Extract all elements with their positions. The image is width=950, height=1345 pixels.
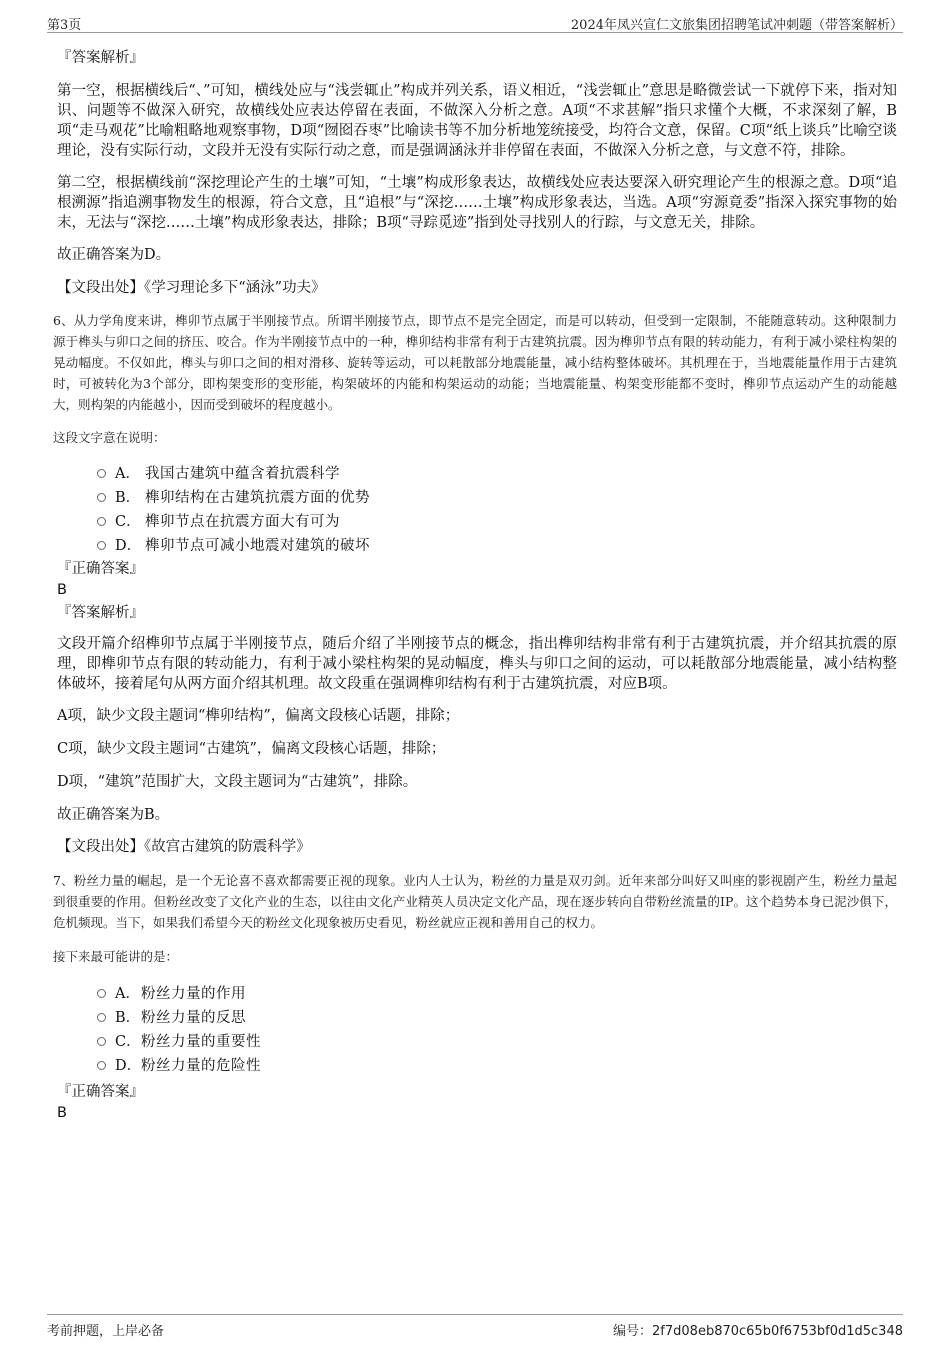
radio-icon[interactable] xyxy=(97,989,106,998)
q7-option-d[interactable]: D． 粉丝力量的危险性 xyxy=(57,1054,897,1078)
radio-icon[interactable] xyxy=(97,517,106,526)
document-code: 编号：2f7d08eb870c65b0f6753bf0d1d5c348 xyxy=(613,1324,903,1339)
q6-option-d[interactable]: D． 榫卯节点可减小地震对建筑的破坏 xyxy=(57,534,897,558)
radio-icon[interactable] xyxy=(97,541,106,550)
document-title: 2024年凤兴宣仁文旅集团招聘笔试冲刺题（带答案解析） xyxy=(570,18,903,33)
q5-analysis-label: 『答案解析』 xyxy=(57,50,144,66)
q7-option-a[interactable]: A． 粉丝力量的作用 xyxy=(57,982,897,1006)
radio-icon[interactable] xyxy=(97,1061,106,1070)
q6-analysis-line-a: A项，缺少文段主题词“榫卯结构”，偏离文段核心话题，排除； xyxy=(57,708,460,724)
q6-analysis-line-d: D项，“建筑”范围扩大，文段主题词为“古建筑”，排除。 xyxy=(57,774,418,790)
q6-answer-label: 『正确答案』 xyxy=(57,561,144,577)
page-footer xyxy=(47,1314,903,1339)
q6-analysis-para1: 文段开篇介绍榫卯节点属于半刚接节点，随后介绍了半刚接节点的概念，指出榫卯结构非常有利于古建筑抗震，并介绍其抗震的原理，即榫卯节点有限的转动能力，有利于减小梁柱构架的晃动幅度，榫头与卯口之间的运动，可以耗散部分地震能量，减小结构整体破坏，接着尾句从两方面介绍其机理。故文段重在强调榫卯结构有利于古建筑抗震，对应B项。 xyxy=(57,636,897,692)
q5-conclusion: 故正确答案为D。 xyxy=(57,247,171,263)
radio-icon[interactable] xyxy=(97,1013,106,1022)
q7-option-c[interactable]: C． 粉丝力量的重要性 xyxy=(57,1030,897,1054)
q7-answer: B xyxy=(57,1105,67,1121)
q6-prompt: 这段文字意在说明： xyxy=(53,430,166,445)
radio-icon[interactable] xyxy=(97,469,106,478)
q5-analysis-para1: 第一空，根据横线后“、”可知，横线处应与“浅尝辄止”构成并列关系，语义相近，“浅尝辄止”意思是略微尝试一下就停下来，指对知识、问题等不做深入研究，故横线处应表达停留在表面，不做深入分析之意。A项“不求甚解”指只求懂个大概，不求深刻了解，B项“走马观花”比喻粗略地观察事物，D项“囫囵吞枣”比喻读书等不加分析地笼统接受，均符合文意，保留。C项“纸上谈兵”比喻空谈理论，没有实际行动，文段并无没有实际行动之意，而是强调涵泳并非停留在表面，不做深入分析之意，与文意不符，排除。 xyxy=(57,83,897,159)
q6-stem: 6、从力学角度来讲，榫卯节点属于半刚接节点。所谓半刚接节点，即节点不是完全固定，而是可以转动，但受到一定限制，不能随意转动。这种限制力源于榫头与卯口之间的挤压、咬合。作为半刚接节点中的一种，榫卯结构非常有利于古建筑抗震。因为榫卯节点有限的转动能力，有利于减小梁柱构架的晃动幅度。不仅如此，榫头与卯口之间的相对滑移、旋转等运动，可以耗散部分地震能量，减小结构整体破坏。其机理在于，当地震能量作用于古建筑时，可被转化为3个部分，即构架变形的变形能，构架破坏的内能和构架运动的动能；当地震能量、构架变形能都不变时，榫卯节点运动产生的动能越大，则构架的内能越小，因而受到破坏的程度越小。 xyxy=(53,313,897,412)
q5-source: 【文段出处】《学习理论多下“涵泳”功夫》 xyxy=(57,280,326,296)
radio-icon[interactable] xyxy=(97,1037,106,1046)
q6-analysis-line-c: C项，缺少文段主题词“古建筑”，偏离文段核心话题，排除； xyxy=(57,741,446,757)
main-content xyxy=(53,45,897,1123)
q7-answer-label: 『正确答案』 xyxy=(57,1084,144,1100)
q6-option-b[interactable]: B． 榫卯结构在古建筑抗震方面的优势 xyxy=(57,486,897,510)
q5-analysis-para2: 第二空，根据横线前“深挖理论产生的土壤”可知，“土壤”构成形象表达，故横线处应表达要深入研究理论产生的根源之意。D项“追根溯源”指追溯事物发生的根源，符合文意，且“追根”与“深挖……土壤”构成形象表达，当选。A项“穷源竟委”指深入探究事物的始末，无法与“深挖……土壤”构成形象表达，排除；B项“寻踪觅迹”指到处寻找别人的行踪，与文意无关，排除。 xyxy=(57,175,897,231)
q6-option-c[interactable]: C． 榫卯节点在抗震方面大有可为 xyxy=(57,510,897,534)
page-number: 第3页 xyxy=(47,18,82,33)
footer-slogan: 考前押题，上岸必备 xyxy=(47,1324,165,1339)
q6-conclusion: 故正确答案为B。 xyxy=(57,807,170,823)
q6-answer: B xyxy=(57,582,67,598)
q6-source: 【文段出处】《故宫古建筑的防震科学》 xyxy=(57,839,311,855)
q7-options xyxy=(57,982,897,1078)
q6-options xyxy=(57,462,897,558)
q7-option-b[interactable]: B． 粉丝力量的反思 xyxy=(57,1006,897,1030)
q6-analysis-label: 『答案解析』 xyxy=(57,605,144,621)
q7-prompt: 接下来最可能讲的是： xyxy=(53,949,179,964)
q6-option-a[interactable]: A． 我国古建筑中蕴含着抗震科学 xyxy=(57,462,897,486)
q7-stem: 7、粉丝力量的崛起，是一个无论喜不喜欢都需要正视的现象。业内人士认为，粉丝的力量是双刃剑。近年来部分叫好又叫座的影视剧产生，粉丝力量起到很重要的作用。但粉丝改变了文化产业的生态，以往由文化产业精英人员决定文化产品，现在逐步转向自带粉丝流量的IP。这个趋势本身已泥沙俱下，危机频现。当下，如果我们希望今天的粉丝文化现象被历史看见，粉丝就应正视和善用自己的权力。 xyxy=(53,873,897,930)
page-header xyxy=(47,8,903,33)
radio-icon[interactable] xyxy=(97,493,106,502)
